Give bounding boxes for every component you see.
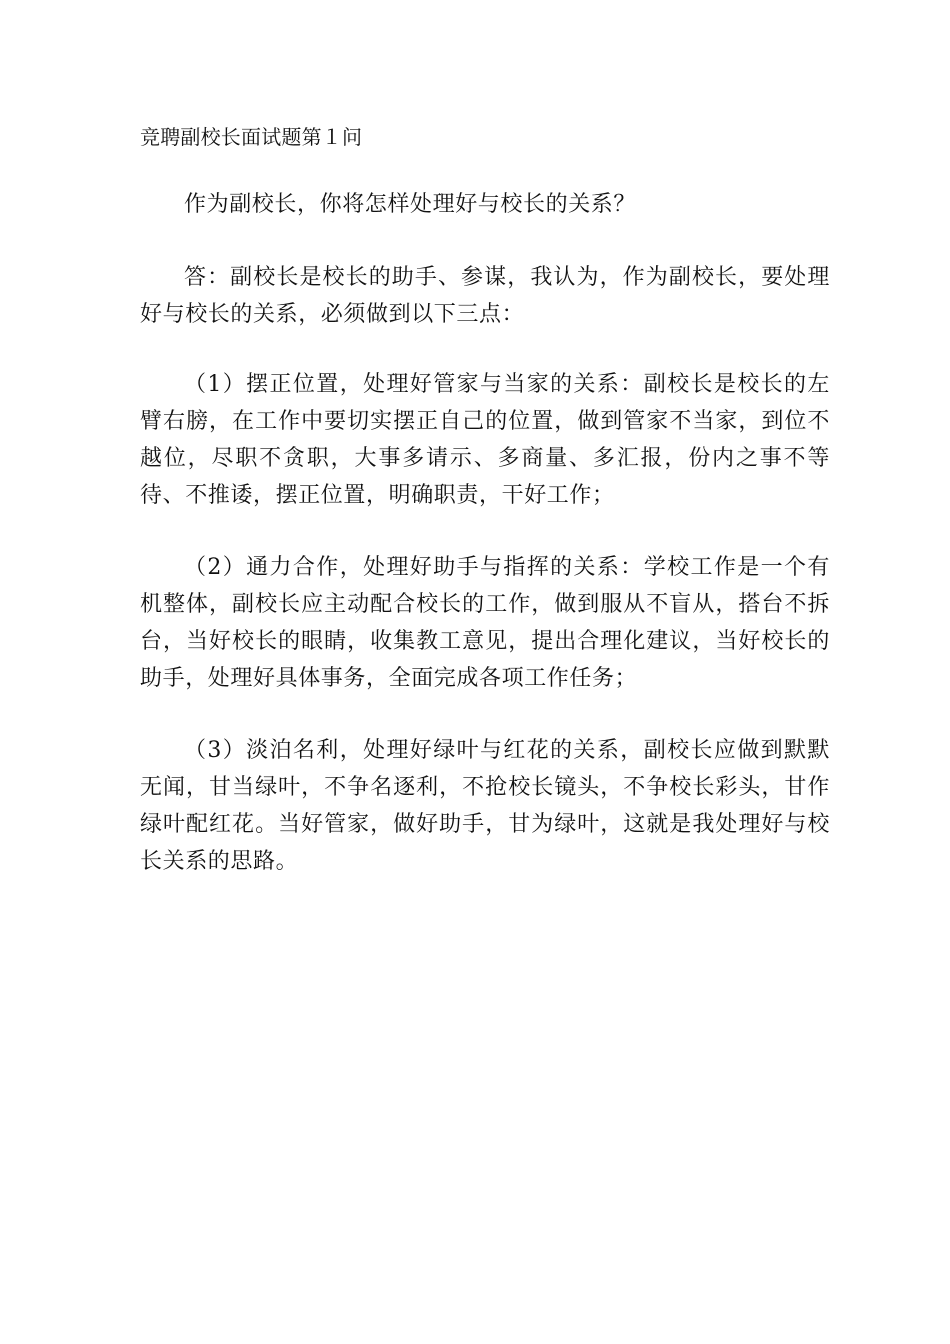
answer-point-2: （2）通力合作，处理好助手与指挥的关系：学校工作是一个有机整体，副校长应主动配合校长的工作，做到服从不盲从，搭台不拆台，当好校长的眼睛，收集教工意见，提出合理化建议，当好校长的助手，处理好具体事务，全面完成各项工作任务； xyxy=(140,555,830,691)
answer-point-1: （1）摆正位置，处理好管家与当家的关系：副校长是校长的左臂右膀，在工作中要切实摆正自己的位置，做到管家不当家，到位不越位，尽职不贪职，大事多请示、多商量、多汇报，份内之事不等待、不推诿，摆正位置，明确职责，干好工作； xyxy=(140,372,830,508)
answer-intro: 答：副校长是校长的助手、参谋，我认为，作为副校长，要处理好与校长的关系，必须做到以下三点： xyxy=(140,265,830,327)
document-body xyxy=(140,122,830,915)
interview-question: 作为副校长，你将怎样处理好与校长的关系？ xyxy=(184,192,637,217)
answer-point-3: （3）淡泊名利，处理好绿叶与红花的关系，副校长应做到默默无闻，甘当绿叶，不争名逐利，不抢校长镜头，不争校长彩头，甘作绿叶配红花。当好管家，做好助手，甘为绿叶，这就是我处理好与校长关系的思路。 xyxy=(140,738,830,874)
document-title: 竞聘副校长面试题第１问 xyxy=(140,125,363,149)
